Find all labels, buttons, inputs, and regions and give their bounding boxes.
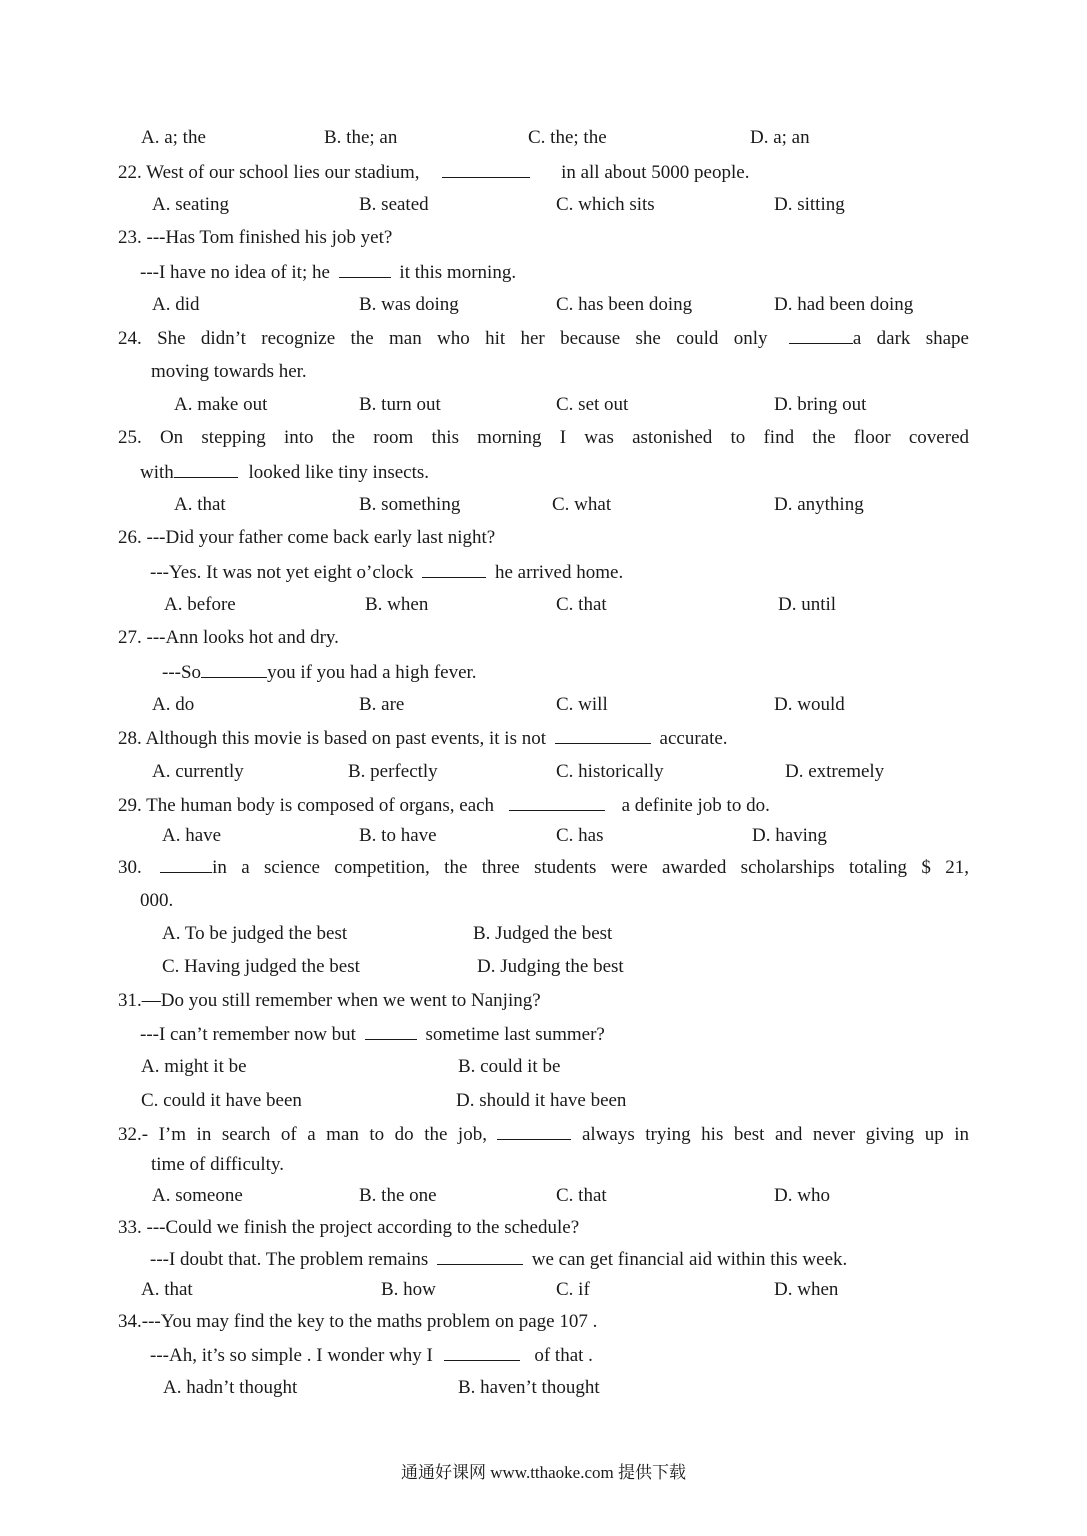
q30-stem: [118, 855, 969, 880]
q33-blank: [437, 1247, 523, 1265]
q34-text-pre: ---Ah, it’s so simple . I wonder why I: [150, 1345, 433, 1366]
q26-option-b: B. when: [365, 594, 429, 615]
q29-option-b: B. to have: [359, 825, 437, 846]
q33-text-pre: ---I doubt that. The problem remains: [150, 1249, 429, 1270]
q24-option-c: C. set out: [556, 394, 629, 415]
q33-option-c: C. if: [556, 1279, 590, 1300]
q34-option-a: A. hadn’t thought: [163, 1377, 298, 1398]
q29-option-a: A. have: [162, 825, 222, 846]
q27-text-post: you if you had a high fever.: [267, 662, 477, 683]
q25-option-a: A. that: [174, 494, 226, 515]
q23-text-post: it this morning.: [399, 262, 517, 283]
q30-stem-cont: 000.: [140, 890, 174, 911]
q34-question: 34.---You may find the key to the maths problem on page 107 .: [118, 1311, 598, 1332]
page-footer: 通通好课网 www.tthaoke.com 提供下载: [400, 1463, 687, 1482]
q26-question: 26. ---Did your father come back early last night?: [118, 527, 496, 548]
q30-option-a: A. To be judged the best: [162, 923, 348, 944]
q27-answer-line: [162, 660, 477, 685]
q28-stem: [118, 726, 728, 751]
q34-answer-line: [150, 1343, 593, 1368]
q24-blank: [789, 326, 853, 344]
q27-blank: [201, 660, 267, 678]
q22-text-post: in all about 5000 people.: [561, 162, 750, 183]
q24-text-post: a dark shape: [852, 328, 969, 349]
q31-blank: [365, 1022, 417, 1040]
q25-text-pre: with: [140, 462, 174, 483]
q28-text-pre: 28. Although this movie is based on past events, it is not: [118, 728, 547, 749]
q32-option-c: C. that: [556, 1185, 607, 1206]
q27-question: 27. ---Ann looks hot and dry.: [118, 627, 339, 648]
q31-option-c: C. could it have been: [141, 1090, 302, 1111]
q33-option-d: D. when: [774, 1279, 839, 1300]
q33-text-post: we can get financial aid within this week.: [531, 1249, 848, 1270]
q23-question: 23. ---Has Tom finished his job yet?: [118, 227, 393, 248]
q23-option-b: B. was doing: [359, 294, 459, 315]
q22-blank: [442, 160, 530, 178]
q22-text-pre: 22. West of our school lies our stadium,: [118, 162, 420, 183]
q22-option-a: A. seating: [152, 194, 230, 215]
q21-option-b: B. the; an: [324, 127, 398, 148]
q30-option-d: D. Judging the best: [477, 956, 624, 977]
q23-option-d: D. had been doing: [774, 294, 914, 315]
q33-option-a: A. that: [141, 1279, 193, 1300]
q29-option-c: C. has: [556, 825, 604, 846]
q34-text-post: of that .: [534, 1345, 593, 1366]
q25-option-d: D. anything: [774, 494, 864, 515]
q27-option-a: A. do: [152, 694, 195, 715]
q27-text-pre: ---So: [162, 662, 202, 683]
q30-blank: [160, 855, 212, 873]
q22-option-b: B. seated: [359, 194, 429, 215]
q31-text-post: sometime last summer?: [425, 1024, 605, 1045]
q25-stem-cont: [140, 460, 429, 485]
q32-option-a: A. someone: [152, 1185, 243, 1206]
q21-option-c: C. the; the: [528, 127, 607, 148]
q26-text-pre: ---Yes. It was not yet eight o’clock: [150, 562, 414, 583]
q27-option-d: D. would: [774, 694, 845, 715]
q25-blank: [174, 460, 238, 478]
q25-option-b: B. something: [359, 494, 461, 515]
q32-blank: [497, 1122, 571, 1140]
q23-blank: [339, 260, 391, 278]
q30-text-post: in a science competition, the three students were awarded scholarships totaling $ 21,: [212, 857, 969, 878]
q31-question: 31.—Do you still remember when we went to Nanjing?: [118, 990, 541, 1011]
q29-option-d: D. having: [752, 825, 827, 846]
q22-option-d: D. sitting: [774, 194, 845, 215]
q32-text-pre: 32.- I’m in search of a man to do the job,: [118, 1124, 487, 1145]
q26-option-c: C. that: [556, 594, 607, 615]
q22-option-c: C. which sits: [556, 194, 655, 215]
q28-blank: [555, 726, 651, 744]
q34-option-b: B. haven’t thought: [458, 1377, 600, 1398]
q26-text-post: he arrived home.: [495, 562, 624, 583]
q26-blank: [422, 560, 486, 578]
q27-option-c: C. will: [556, 694, 608, 715]
q23-option-c: C. has been doing: [556, 294, 693, 315]
q24-stem: [118, 326, 969, 351]
q28-text-post: accurate.: [659, 728, 728, 749]
q33-question: 33. ---Could we finish the project according to the schedule?: [118, 1217, 580, 1238]
q28-option-d: D. extremely: [785, 761, 885, 782]
q28-option-b: B. perfectly: [348, 761, 438, 782]
q24-option-d: D. bring out: [774, 394, 867, 415]
q29-text-pre: 29. The human body is composed of organs, each: [118, 795, 495, 816]
q29-blank: [509, 793, 605, 811]
q26-answer-line: [150, 560, 623, 585]
q21-option-d: D. a; an: [750, 127, 810, 148]
q23-text-pre: ---I have no idea of it; he: [140, 262, 330, 283]
q25-text-post: looked like tiny insects.: [248, 462, 430, 483]
q29-text-post: a definite job to do.: [621, 795, 770, 816]
q26-option-a: A. before: [164, 594, 236, 615]
q33-answer-line: [150, 1247, 847, 1272]
q29-stem: [118, 793, 770, 818]
q30-text-pre: 30.: [118, 857, 142, 878]
q31-text-pre: ---I can’t remember now but: [140, 1024, 356, 1045]
q23-answer-line: [140, 260, 516, 285]
q31-option-d: D. should it have been: [456, 1090, 627, 1111]
q27-option-b: B. are: [359, 694, 405, 715]
q30-option-c: C. Having judged the best: [162, 956, 360, 977]
q24-stem-cont: moving towards her.: [151, 361, 307, 382]
q32-option-d: D. who: [774, 1185, 830, 1206]
q24-option-a: A. make out: [174, 394, 268, 415]
q24-text-pre: 24. She didn’t recognize the man who hit her because she could only: [118, 328, 768, 349]
q34-blank: [444, 1343, 520, 1361]
q32-stem: [118, 1122, 969, 1147]
q31-answer-line: [140, 1022, 605, 1047]
q24-option-b: B. turn out: [359, 394, 441, 415]
q23-option-a: A. did: [152, 294, 200, 315]
q33-option-b: B. how: [381, 1279, 436, 1300]
q32-stem-cont: time of difficulty.: [151, 1154, 284, 1175]
q21-option-a: A. a; the: [141, 127, 206, 148]
q28-option-c: C. historically: [556, 761, 664, 782]
q22-stem: [118, 160, 749, 185]
q31-option-a: A. might it be: [141, 1056, 247, 1077]
q31-option-b: B. could it be: [458, 1056, 561, 1077]
q25-option-c: C. what: [552, 494, 612, 515]
q26-option-d: D. until: [778, 594, 837, 615]
q25-stem: 25. On stepping into the room this morning I was astonished to find the floor covered: [118, 427, 969, 448]
q28-option-a: A. currently: [152, 761, 244, 782]
q32-text-post: always trying his best and never giving up in: [581, 1124, 969, 1145]
q30-option-b: B. Judged the best: [473, 923, 613, 944]
q32-option-b: B. the one: [359, 1185, 437, 1206]
